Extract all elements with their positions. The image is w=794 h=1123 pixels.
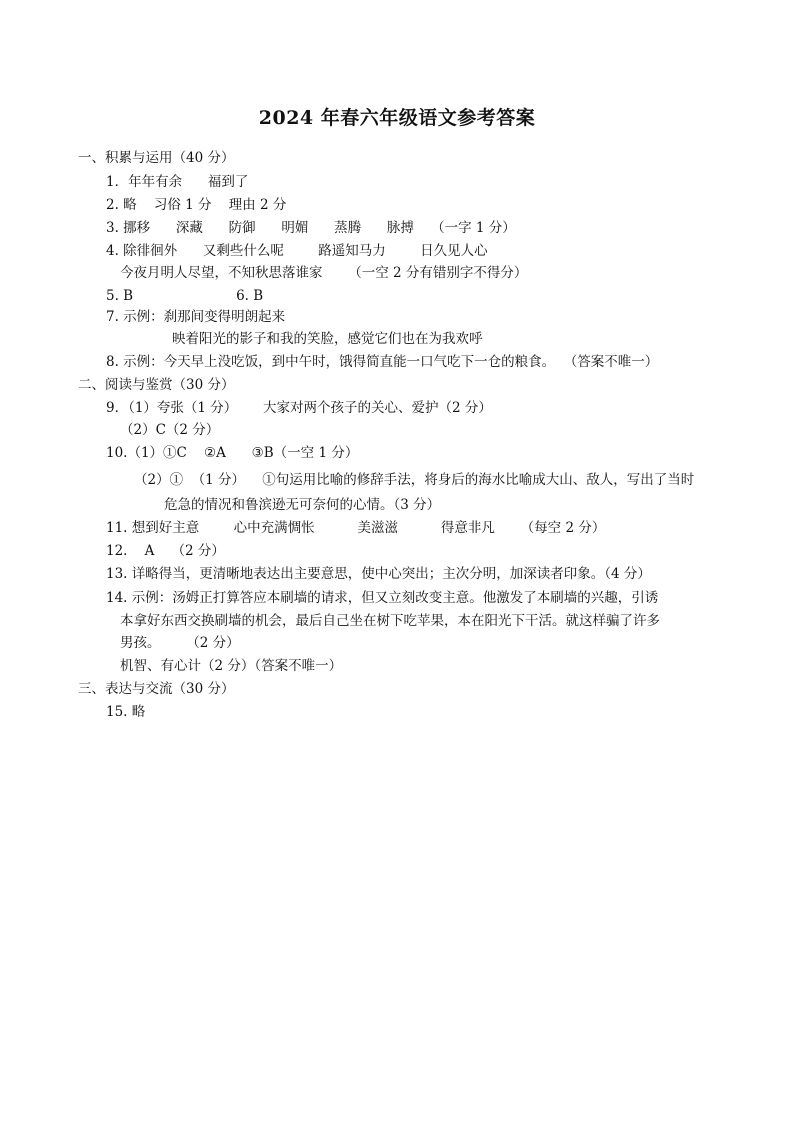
answer-5-6: 5. B 6. B bbox=[106, 288, 264, 304]
answer-8: 8. 示例：今天早上没吃饭，到中午时，饿得简直能一口气吃下一仓的粮食。 （答案不唯一） bbox=[106, 354, 659, 370]
answer-1: 1．年年有余 福到了 bbox=[106, 174, 249, 190]
section-heading-3: 三、表达与交流（30 分） bbox=[78, 681, 235, 697]
page-title: 2024 年春六年级语文参考答案 bbox=[258, 107, 536, 129]
answer-14-cont-2: 男孩。 （2 分） bbox=[120, 635, 240, 651]
answer-7-cont: 映着阳光的影子和我的笑脸，感觉它们也在为我欢呼 bbox=[172, 331, 483, 347]
answer-9-2: （2）C（2 分） bbox=[120, 422, 220, 438]
answer-3: 3. 挪移 深藏 防御 明媚 蒸腾 脉搏 （一字 1 分） bbox=[106, 220, 516, 236]
section-heading-1: 一、积累与运用（40 分） bbox=[78, 150, 235, 166]
answer-12: 12. A （2 分） bbox=[106, 543, 225, 559]
answer-10-2: （2）① （1 分） ①句运用比喻的修辞手法，将身后的海水比喻成大山、敌人，写出了当时 bbox=[134, 472, 695, 488]
answer-11: 11. 想到好主意 心中充满惆怅 美滋滋 得意非凡 （每空 2 分） bbox=[106, 520, 606, 536]
answer-7: 7. 示例：刹那间变得明朗起来 bbox=[106, 309, 286, 325]
answer-15: 15. 略 bbox=[106, 704, 146, 720]
answer-13: 13. 详略得当，更清晰地表达出主要意思，使中心突出；主次分明，加深读者印象。（4 分） bbox=[106, 566, 651, 582]
answer-10-2-cont: 危急的情况和鲁滨逊无可奈何的心情。（3 分） bbox=[164, 497, 441, 513]
answer-4: 4. 除徘徊外 又剩些什么呢 路遥知马力 日久见人心 bbox=[106, 243, 488, 259]
answer-2: 2. 略 习俗 1 分 理由 2 分 bbox=[106, 197, 287, 213]
answer-9: 9．（1）夸张（1 分） 大家对两个孩子的关心、爱护（2 分） bbox=[106, 400, 492, 416]
section-heading-2: 二、阅读与鉴赏（30 分） bbox=[78, 377, 235, 393]
answer-14-cont-3: 机智、有心计（2 分）（答案不唯一） bbox=[120, 658, 343, 674]
answer-4-cont: 今夜月明人尽望，不知秋思落谁家 （一空 2 分有错别字不得分） bbox=[120, 265, 528, 281]
answer-10: 10.（1）①C ②A ③B（一空 1 分） bbox=[106, 445, 359, 461]
answer-14-cont-1: 本拿好东西交换刷墙的机会，最后自己坐在树下吃苹果，本在阳光下干活。就这样骗了许多 bbox=[120, 613, 660, 629]
answer-14: 14. 示例：汤姆正打算答应本刷墙的请求，但又立刻改变主意。他激发了本刷墙的兴趣，引诱 bbox=[106, 590, 659, 606]
